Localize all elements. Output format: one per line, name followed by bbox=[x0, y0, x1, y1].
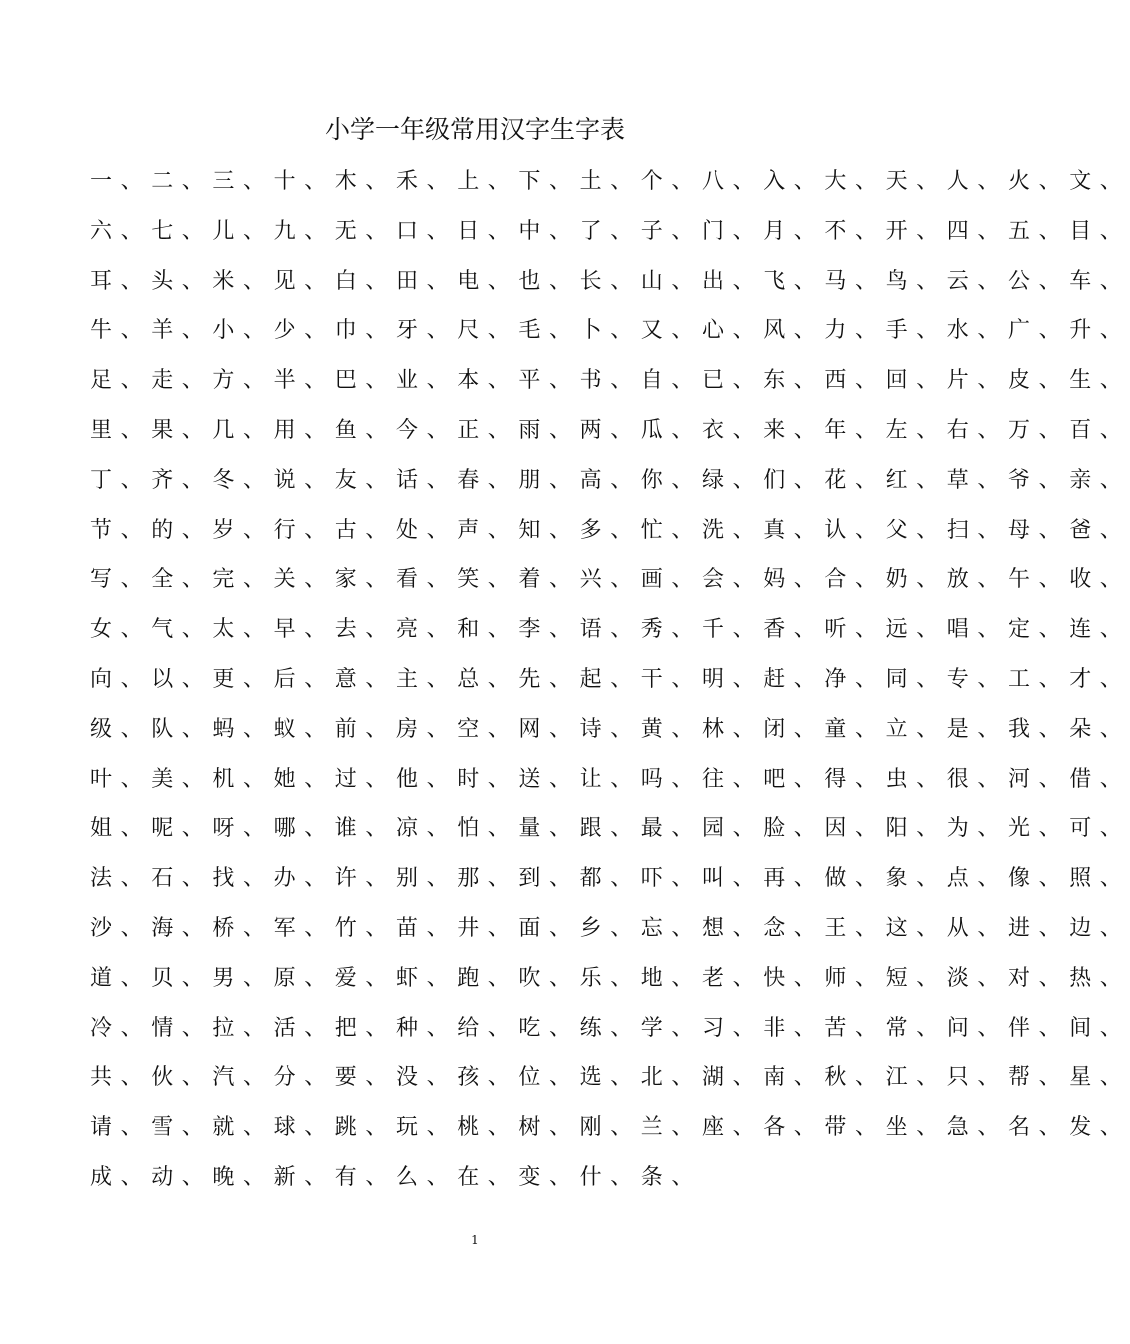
character-line: 里、果、几、用、鱼、今、正、雨、两、瓜、衣、来、年、左、右、万、百、 bbox=[90, 417, 1130, 443]
character-line: 成、动、晚、新、有、么、在、变、什、条、 bbox=[90, 1164, 703, 1190]
character-line: 一、二、三、十、木、禾、上、下、土、个、八、入、大、天、人、火、文、 bbox=[90, 169, 1130, 194]
character-list bbox=[90, 163, 1130, 1209]
character-line: 冷、情、拉、活、把、种、给、吃、练、学、习、非、苦、常、问、伴、间、 bbox=[90, 1015, 1130, 1041]
character-line: 请、雪、就、球、跳、玩、桃、树、刚、兰、座、各、带、坐、急、名、发、 bbox=[90, 1115, 1130, 1141]
character-line: 女、气、太、早、去、亮、和、李、语、秀、千、香、听、远、唱、定、连、 bbox=[90, 617, 1130, 643]
character-line: 丁、齐、冬、说、友、话、春、朋、高、你、绿、们、花、红、草、爷、亲、 bbox=[90, 467, 1130, 493]
character-line: 共、伙、汽、分、要、没、孩、位、选、北、湖、南、秋、江、只、帮、星、 bbox=[90, 1065, 1130, 1091]
character-line: 牛、羊、小、少、巾、牙、尺、毛、卜、又、心、风、力、手、水、广、升、 bbox=[90, 318, 1130, 344]
character-line: 道、贝、男、原、爱、虾、跑、吹、乐、地、老、快、师、短、淡、对、热、 bbox=[90, 965, 1130, 991]
page-number: 1 bbox=[471, 1233, 479, 1247]
character-line: 沙、海、桥、军、竹、苗、井、面、乡、忘、想、念、王、这、从、进、边、 bbox=[90, 915, 1130, 941]
character-line: 写、全、完、关、家、看、笑、着、兴、画、会、妈、合、奶、放、午、收、 bbox=[90, 567, 1130, 593]
character-line: 节、的、岁、行、古、处、声、知、多、忙、洗、真、认、父、扫、母、爸、 bbox=[90, 517, 1130, 543]
character-line: 叶、美、机、她、过、他、时、送、让、吗、往、吧、得、虫、很、河、借、 bbox=[90, 766, 1130, 792]
character-line: 法、石、找、办、许、别、那、到、都、吓、叫、再、做、象、点、像、照、 bbox=[90, 866, 1130, 892]
page-title: 小学一年级常用汉字生字表 bbox=[324, 115, 625, 144]
character-line: 耳、头、米、见、白、田、电、也、长、山、出、飞、马、鸟、云、公、车、 bbox=[90, 268, 1130, 294]
character-line: 级、队、蚂、蚁、前、房、空、网、诗、黄、林、闭、童、立、是、我、朵、 bbox=[90, 716, 1130, 742]
character-line: 六、七、儿、九、无、口、日、中、了、子、门、月、不、开、四、五、目、 bbox=[90, 218, 1130, 244]
character-line: 姐、呢、呀、哪、谁、凉、怕、量、跟、最、园、脸、因、阳、为、光、可、 bbox=[90, 816, 1130, 842]
character-line: 足、走、方、半、巴、业、本、平、书、自、已、东、西、回、片、皮、生、 bbox=[90, 368, 1130, 394]
character-line: 向、以、更、后、意、主、总、先、起、干、明、赶、净、同、专、工、才、 bbox=[90, 666, 1130, 692]
